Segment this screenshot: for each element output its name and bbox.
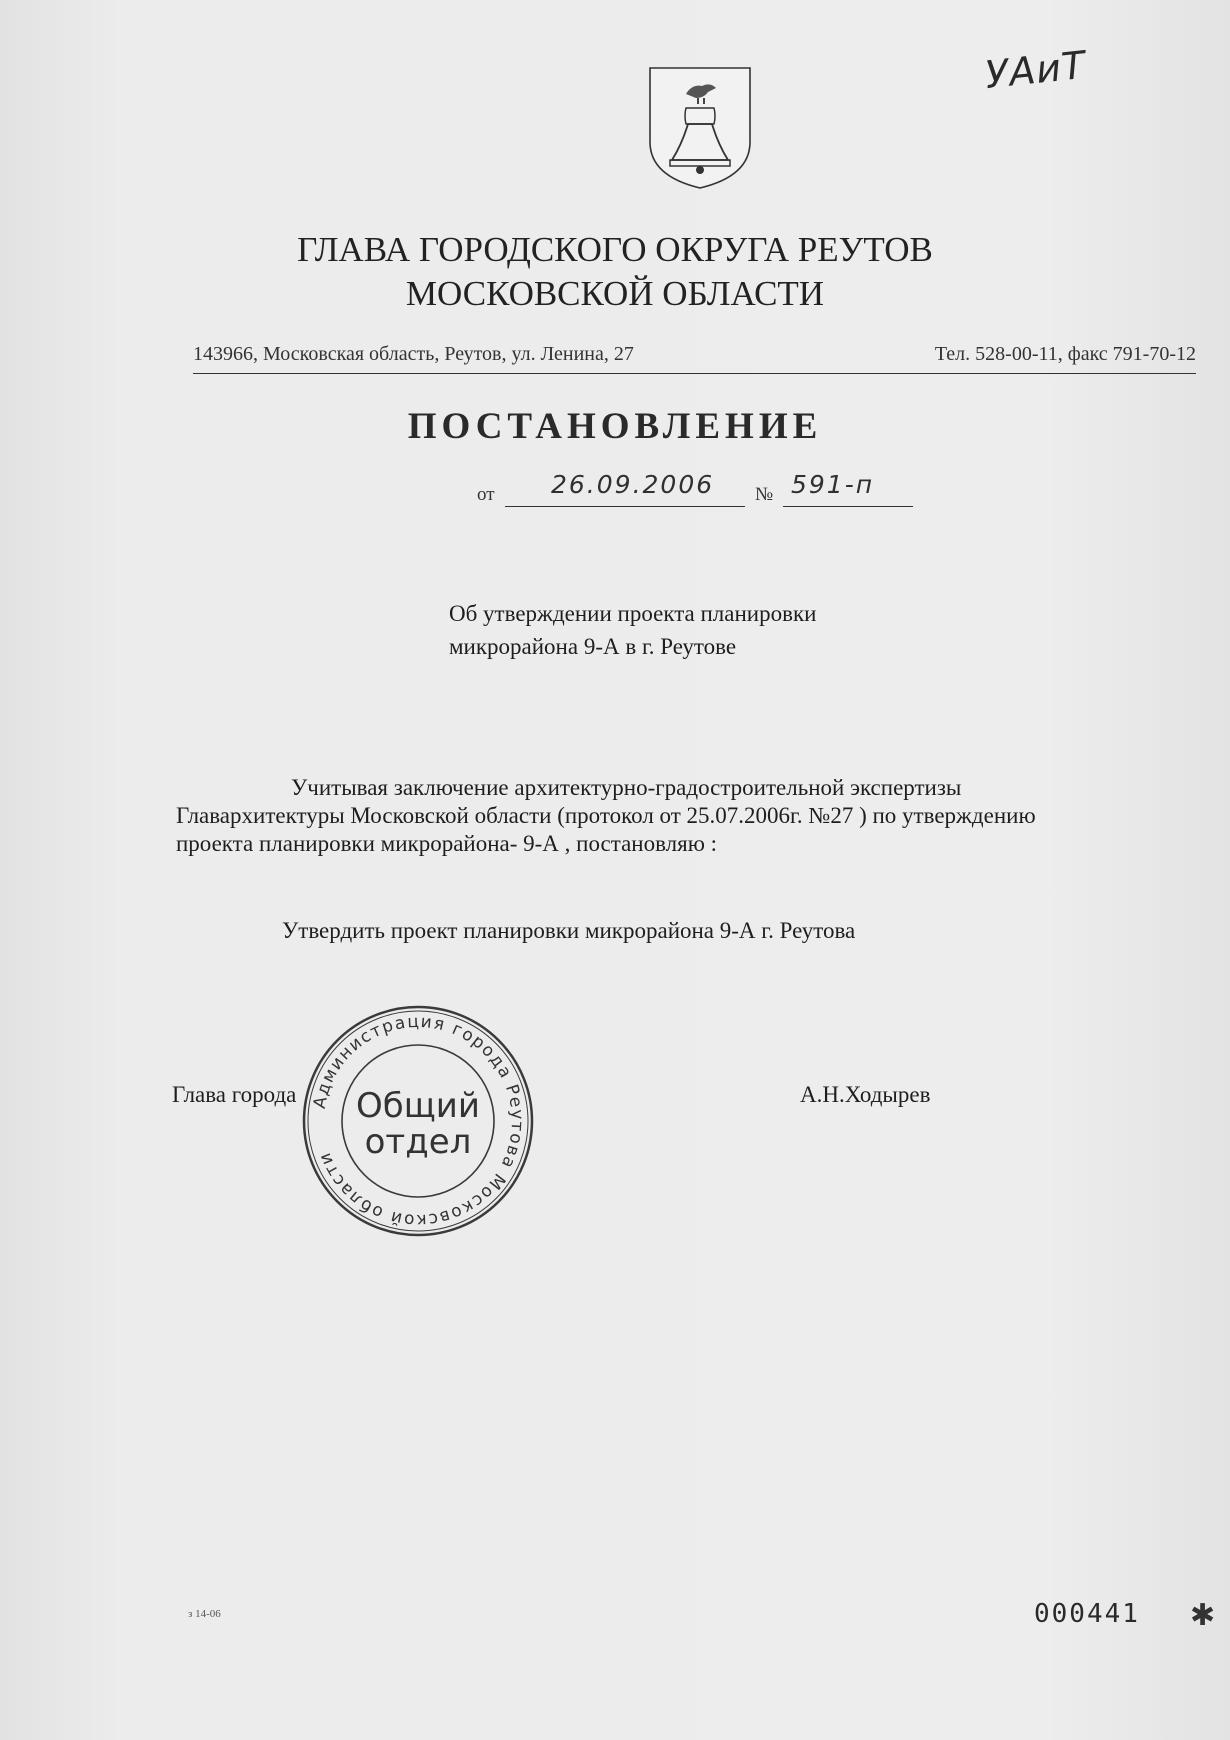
official-stamp <box>300 1003 536 1239</box>
signatory-name: А.Н.Ходырев <box>800 1082 931 1107</box>
phone-fax: Тел. 528-00-11, факс 791-70-12 <box>934 343 1196 365</box>
subject-line-1: Об утверждении проекта планировки <box>449 601 817 626</box>
signatory-title: Глава города <box>172 1082 297 1107</box>
preamble-line-2: Главархитектуры Московской области (протокол от 25.07.2006г. №27 ) по утверждению <box>176 803 1036 828</box>
preamble-line-1: Учитывая заключение архитектурно-градостроительной экспертизы <box>291 775 962 800</box>
resolution-text: Утвердить проект планировки микрорайона 9-А г. Реутова <box>282 918 856 943</box>
address: 143966, Московская область, Реутов, ул. Ленина, 27 <box>193 343 634 365</box>
issuer-line-1: ГЛАВА ГОРОДСКОГО ОКРУГА РЕУТОВ <box>297 230 933 269</box>
handwritten-note: УАиТ <box>982 42 1089 98</box>
date-field <box>505 470 745 507</box>
document-type-title: ПОСТАНОВЛЕНИЕ <box>407 406 823 447</box>
footer-form-code: з 14-06 <box>188 1608 221 1620</box>
issuer-header <box>0 228 1230 316</box>
subject-block <box>449 597 909 663</box>
number-label: № <box>755 484 774 505</box>
handwritten-date: 26.09.2006 <box>551 470 715 499</box>
serial-number: 000441 <box>1034 1599 1140 1629</box>
number-field <box>783 470 913 507</box>
stamp-center-line-1: Общий <box>356 1086 480 1126</box>
asterisk-mark-icon: ✱ <box>1190 1599 1216 1632</box>
preamble-paragraph <box>176 774 1156 858</box>
stamp-center-line-2: отдел <box>364 1122 472 1162</box>
stamp-ring-text: Администрация города Реутова Московской области <box>309 1011 528 1231</box>
preamble-line-3: проекта планировки микрорайона- 9-А , постановляю : <box>176 831 718 856</box>
issuer-line-2: МОСКОВСКОЙ ОБЛАСТИ <box>405 274 825 313</box>
from-label: от <box>477 484 495 505</box>
handwritten-number: 591-п <box>791 470 875 499</box>
contacts-bar <box>193 343 1196 374</box>
city-coat-of-arms-icon <box>644 64 756 190</box>
subject-line-2: микрорайона 9-А в г. Реутове <box>449 634 737 659</box>
